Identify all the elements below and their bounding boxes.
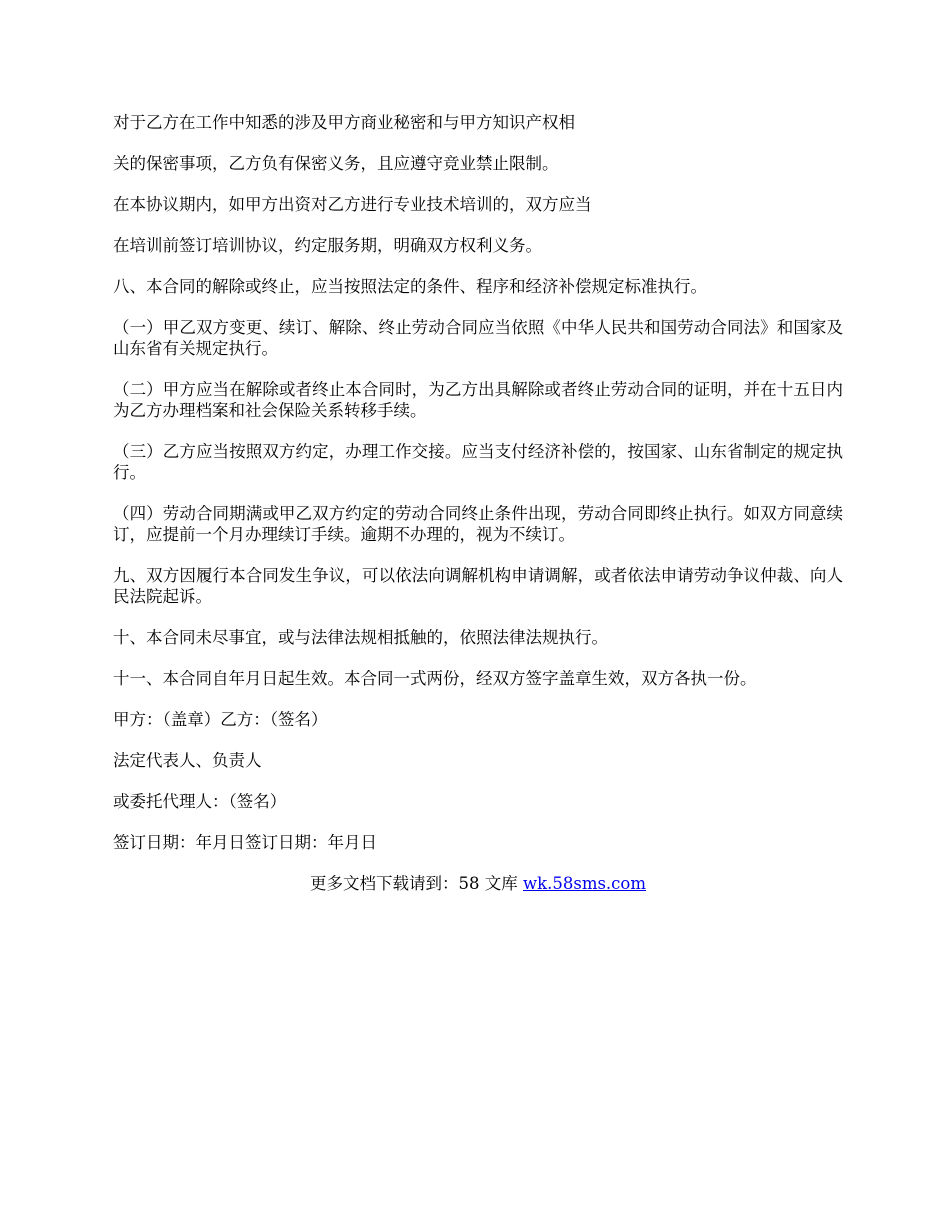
paragraph-training-2: 在培训前签订培训协议，约定服务期，明确双方权利义务。 xyxy=(113,236,542,255)
signing-dates: 签订日期：年月日签订日期：年月日 xyxy=(113,833,377,852)
clause-8-item-4: （四）劳动合同期满或甲乙双方约定的劳动合同终止条件出现，劳动合同即终止执行。如双方同意续订，应提前一个月办理续订手续。逾期不办理的，视为不续订。 xyxy=(113,504,843,544)
clause-8: 八、本合同的解除或终止，应当按照法定的条件、程序和经济补偿规定标准执行。 xyxy=(113,277,707,296)
paragraph-confidentiality-1: 对于乙方在工作中知悉的涉及甲方商业秘密和与甲方知识产权相 xyxy=(113,113,575,132)
legal-representative: 法定代表人、负责人 xyxy=(113,751,262,770)
paragraph-confidentiality-2: 关的保密事项，乙方负有保密义务，且应遵守竞业禁止限制。 xyxy=(113,154,559,173)
footer-text: 更多文档下载请到：58 文库 xyxy=(309,874,523,893)
authorized-agent: 或委托代理人：（签名） xyxy=(113,792,287,811)
clause-11: 十一、本合同自年月日起生效。本合同一式两份，经双方签字盖章生效，双方各执一份。 xyxy=(113,669,757,688)
paragraph-training-1: 在本协议期内，如甲方出资对乙方进行专业技术培训的，双方应当 xyxy=(113,195,592,214)
clause-9: 九、双方因履行本合同发生争议，可以依法向调解机构申请调解，或者依法申请劳动争议仲裁、向人民法院起诉。 xyxy=(113,566,843,606)
footer-link[interactable]: wk.58sms.com xyxy=(522,874,646,893)
clause-8-item-3: （三）乙方应当按照双方约定，办理工作交接。应当支付经济补偿的，按国家、山东省制定的规定执行。 xyxy=(113,442,843,482)
document-body xyxy=(113,112,843,894)
clause-8-item-1: （一）甲乙双方变更、续订、解除、终止劳动合同应当依照《中华人民共和国劳动合同法》和国家及山东省有关规定执行。 xyxy=(113,318,843,358)
clause-8-item-2: （二）甲方应当在解除或者终止本合同时，为乙方出具解除或者终止劳动合同的证明，并在十五日内为乙方办理档案和社会保险关系转移手续。 xyxy=(113,380,843,420)
signature-parties: 甲方：（盖章）乙方：（签名） xyxy=(113,710,328,729)
footer xyxy=(113,873,843,894)
clause-10: 十、本合同未尽事宜，或与法律法规相抵触的，依照法律法规执行。 xyxy=(113,628,608,647)
